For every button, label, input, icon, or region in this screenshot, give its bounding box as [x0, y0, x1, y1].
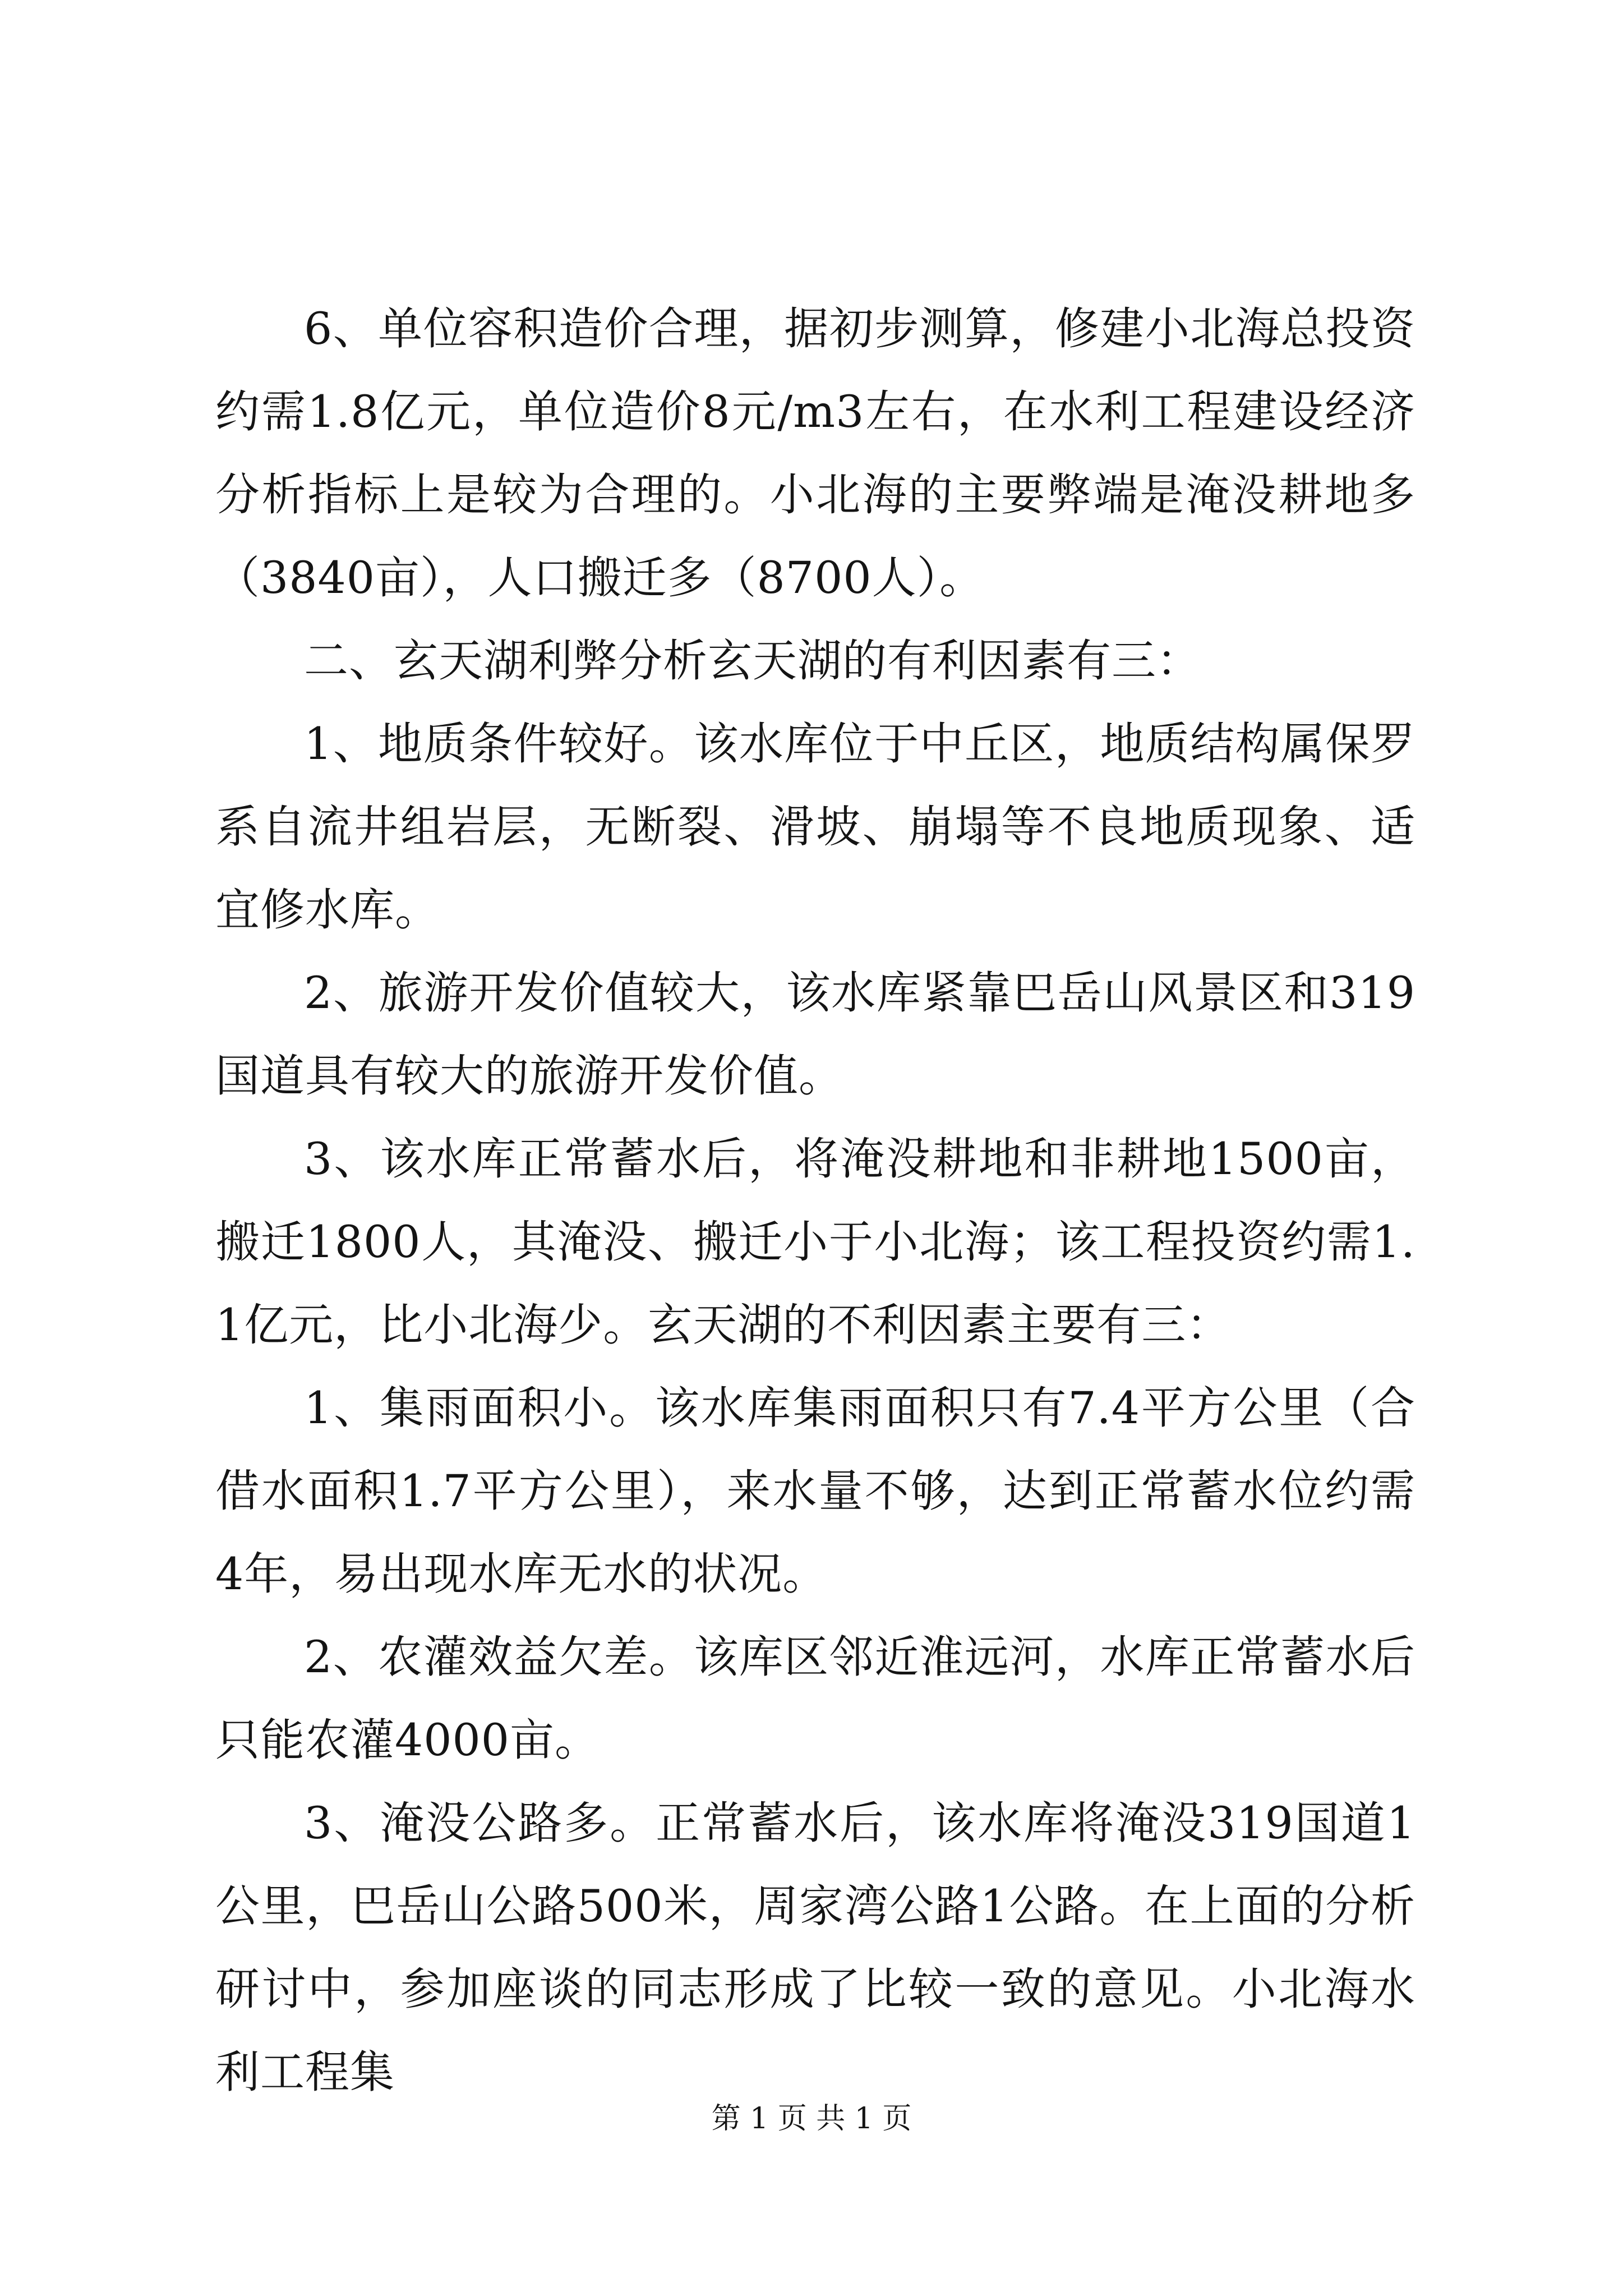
document-body	[215, 287, 1415, 2114]
paragraph-catchment-area: 1、集雨面积小。该水库集雨面积只有7.4平方公里（合借水面积1.7平方公里），来水量不够，达到正常蓄水位约需4年，易出现水库无水的状况。	[215, 1382, 1415, 1600]
paragraph-irrigation: 2、农灌效益欠差。该库区邻近淮远河，水库正常蓄水后只能农灌4000亩。	[215, 1631, 1415, 1766]
paragraph-roads-flooded: 3、淹没公路多。正常蓄水后，该水库将淹没319国道1公里，巴岳山公路500米，周家湾公路1公路。在上面的分析研讨中，参加座谈的同志形成了比较一致的意见。小北海水利工程集	[215, 1797, 1415, 2098]
paragraph-flooding-investment: 3、该水库正常蓄水后，将淹没耕地和非耕地1500亩，搬迁1800人，其淹没、搬迁小于小北海；该工程投资约需1.1亿元，比小北海少。玄天湖的不利因素主要有三：	[215, 1133, 1415, 1351]
paragraph-tourism: 2、旅游开发价值较大，该水库紧靠巴岳山风景区和319国道具有较大的旅游开发价值。	[215, 967, 1415, 1102]
page-footer: 第 1 页 共 1 页	[711, 2102, 912, 2136]
paragraph-xuantian-heading: 二、玄天湖利弊分析玄天湖的有利因素有三：	[304, 635, 1201, 687]
paragraph-unit-cost: 6、单位容积造价合理，据初步测算，修建小北海总投资约需1.8亿元，单位造价8元/m3左右，在水利工程建设经济分析指标上是较为合理的。小北海的主要弊端是淹没耕地多（3840亩），人口搬迁多（8700人）。	[215, 303, 1415, 604]
paragraph-geology: 1、地质条件较好。该水库位于中丘区，地质结构属保罗系自流井组岩层，无断裂、滑坡、崩塌等不良地质现象、适宜修水库。	[215, 718, 1415, 936]
